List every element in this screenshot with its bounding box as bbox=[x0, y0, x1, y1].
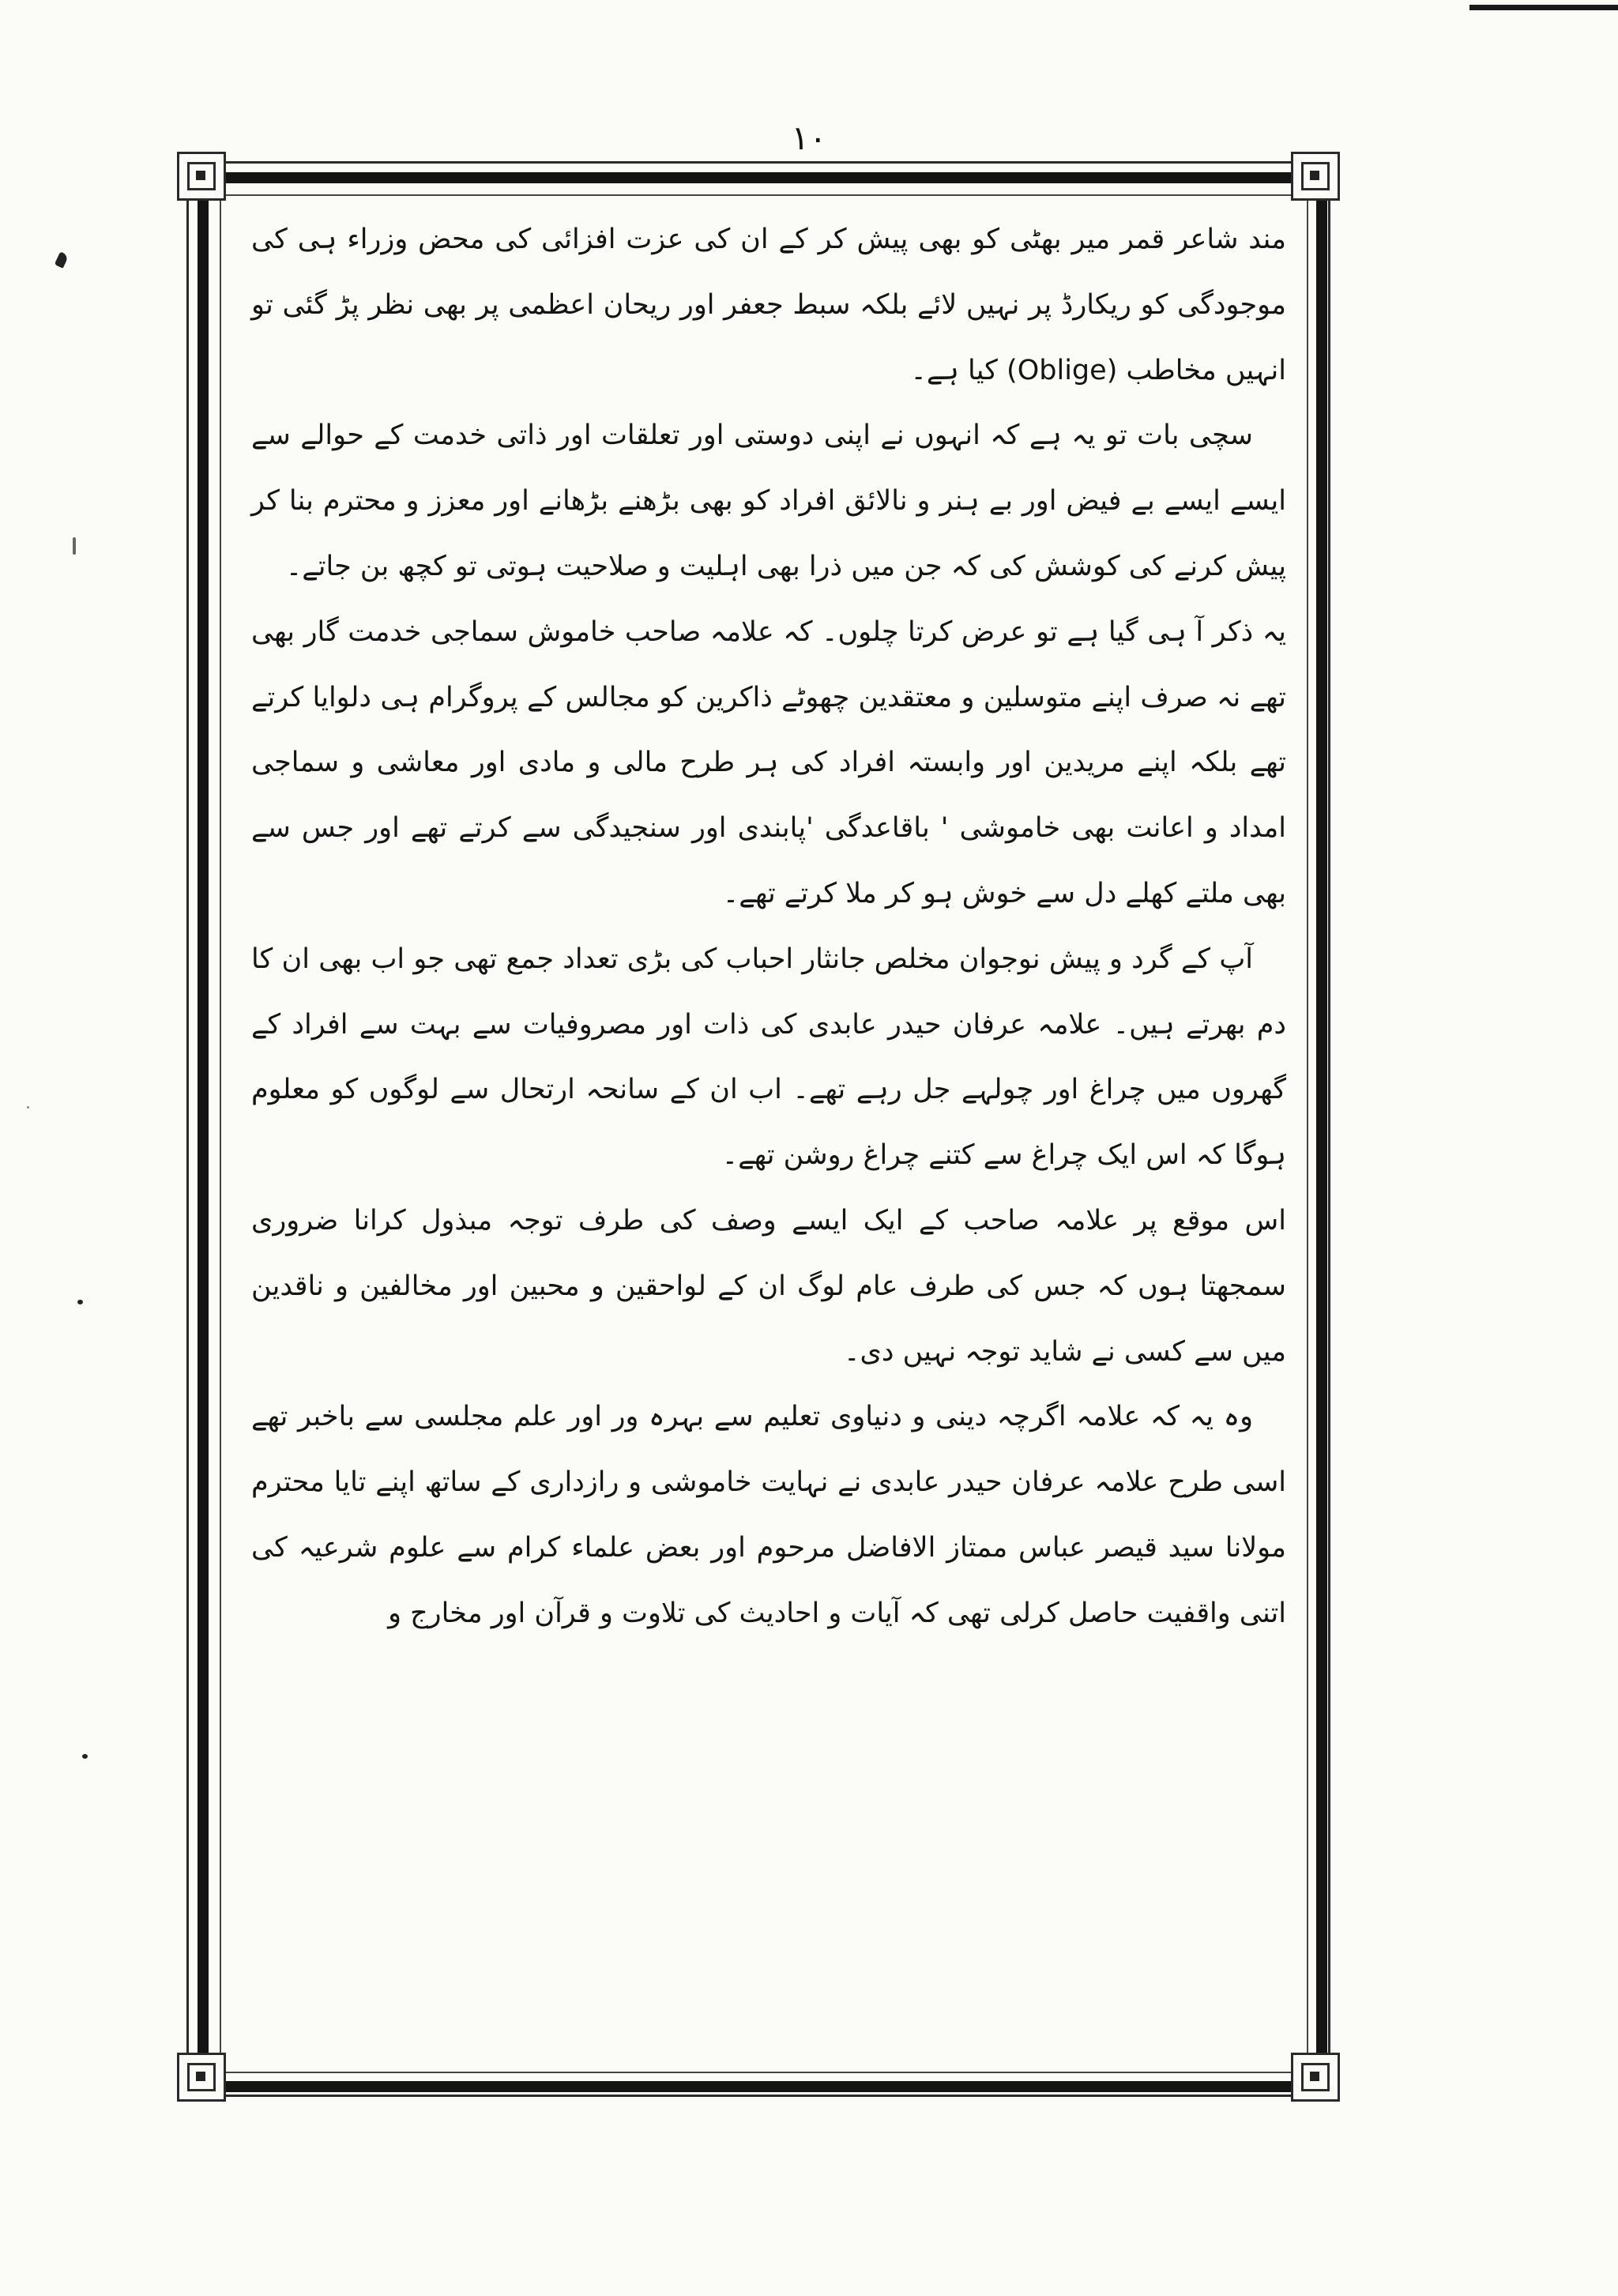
margin-mark bbox=[27, 1106, 29, 1108]
frame-corner-ornament bbox=[1291, 152, 1340, 201]
paragraph: آپ کے گرد و پیش نوجوان مخلص جانثار احباب کی بڑی تعداد جمع تھی جو اب بھی ان کا دم بھرتے ہیں۔ علامہ عرفان حیدر عابدی کی ذات اور مصروفیات سے بہت سے افراد کے گھروں میں چراغ اور چولہے جل رہے تھے۔ اب ان کے سانحہ ارتحال سے لوگوں کو معلوم ہوگا کہ اس ایک چراغ سے کتنے چراغ روشن تھے۔ bbox=[251, 943, 1286, 1172]
frame-corner-ornament bbox=[177, 2053, 226, 2102]
paragraph: وہ یہ کہ علامہ اگرچہ دینی و دنیاوی تعلیم سے بہرہ ور اور علم مجلسی سے باخبر تھے اسی طرح علامہ عرفان حیدر عابدی نے نہایت خاموشی و رازداری کے ساتھ اپنے تایا محترم مولانا سید قیصر عباس ممتاز الافاضل مرحوم اور بعض علماء کرام سے علوم شرعیہ کی اتنی واقفیت حاصل کرلی تھی کہ آیات و احادیث کی تلاوت و قرآن اور مخارج و bbox=[251, 1401, 1286, 1629]
top-rule bbox=[1469, 5, 1618, 10]
margin-mark bbox=[55, 251, 69, 268]
paragraph: اس موقع پر علامہ صاحب کے ایک ایسے وصف کی طرف توجہ مبذول کرانا ضروری سمجھتا ہوں کہ جس کی طرف عام لوگ ان کے لواحقین و محبین اور مخالفین و ناقدین میں سے کسی نے شاید توجہ نہیں دی۔ bbox=[251, 1204, 1286, 1368]
frame-corner-ornament bbox=[1291, 2053, 1340, 2102]
paragraph: مند شاعر قمر میر بھٹی کو بھی پیش کر کے ان کی عزت افزائی کی محض وزراء ہی کی موجودگی کو ریکارڈ پر نہیں لائے بلکہ سبط جعفر اور ریحان اعظمی پر بھی نظر پڑ گئی تو انہیں مخاطب (Oblige) کیا ہے۔ bbox=[251, 224, 1286, 386]
page-number: ۱۰ bbox=[791, 119, 827, 157]
margin-mark bbox=[82, 1754, 88, 1759]
margin-mark bbox=[73, 537, 76, 555]
margin-mark bbox=[77, 1300, 83, 1304]
frame-corner-ornament bbox=[177, 152, 226, 201]
paragraph: سچی بات تو یہ ہے کہ انہوں نے اپنی دوستی اور تعلقات اور ذاتی خدمت کے حوالے سے ایسے ایسے بے فیض اور بے ہنر و نالائق افراد کو بھی بڑھنے بڑھانے اور معزز و محترم بنا کر پیش کرنے کی کوشش کی کہ جن میں ذرا بھی اہلیت و صلاحیت ہوتی تو کچھ بن جاتے۔ bbox=[251, 420, 1286, 582]
body-text bbox=[251, 207, 1286, 2048]
paragraph: یہ ذکر آ ہی گیا ہے تو عرض کرتا چلوں۔ کہ علامہ صاحب خاموش سماجی خدمت گار بھی تھے نہ صرف اپنے متوسلین و معتقدین چھوٹے ذاکرین کو مجالس کے پروگرام ہی دلوایا کرتے تھے بلکہ اپنے مریدین اور وابستہ افراد کی ہر طرح مالی و مادی اور معاشی و سماجی امداد و اعانت بھی خاموشی ' باقاعدگی 'پابندی اور سنجیدگی سے کرتے تھے اور جس سے بھی ملتے کھلے دل سے خوش ہو کر ملا کرتے تھے۔ bbox=[251, 615, 1286, 909]
